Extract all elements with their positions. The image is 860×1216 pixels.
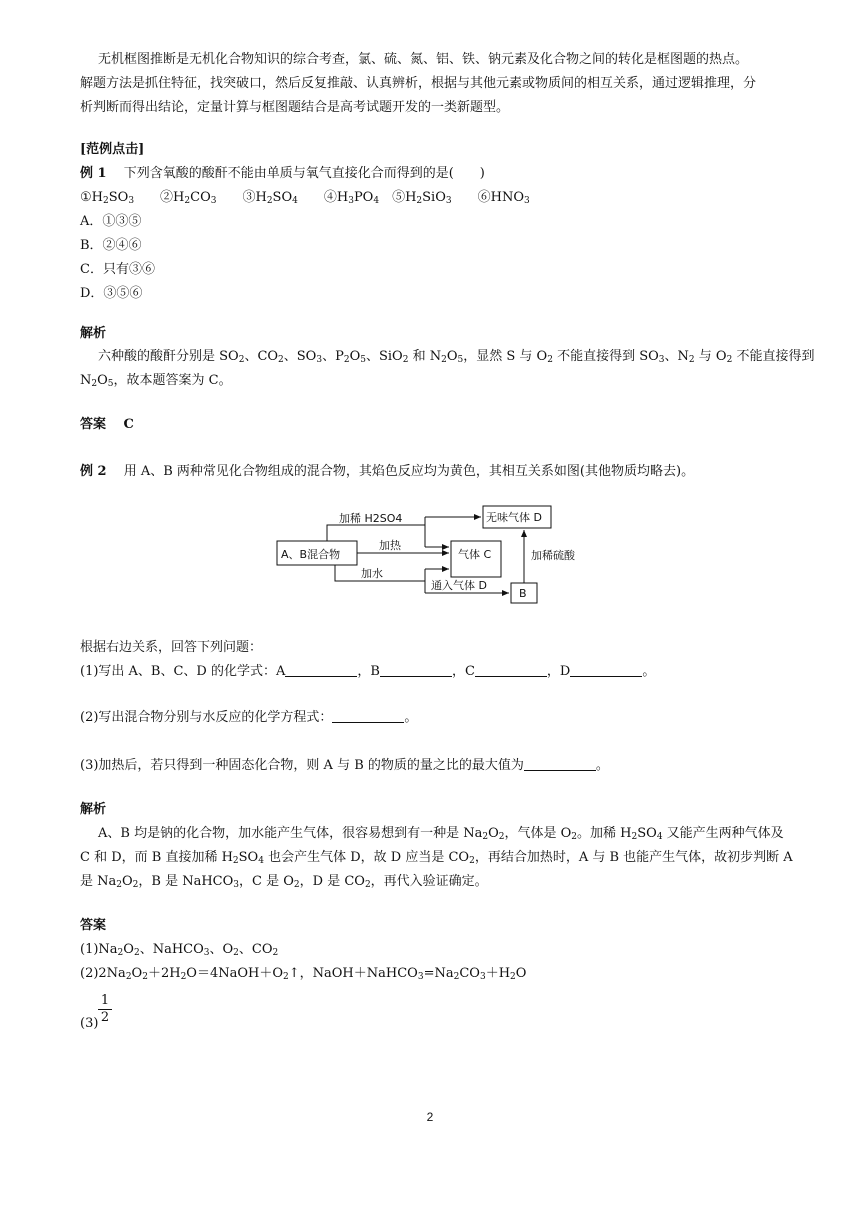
example1-label: 例 1 <box>80 166 107 181</box>
example1-analysis-line-2: $N_2O_5$，故本题答案为 C。 <box>80 373 232 389</box>
example2-analysis-line-1: A、B 均是钠的化合物，加水能产生气体，很容易想到有一种是 $Na_2O_2$，气体是 $O_2$。加稀 $H_2SO_4$ 又能产生两种气体及 <box>98 826 784 842</box>
blank-d <box>570 662 642 677</box>
option-b: B．②④⑥ <box>80 238 142 253</box>
example2-intro: 根据右边关系，回答下列问题： <box>80 640 263 655</box>
q3-text: (3)加热后，若只得到一种固态化合物，则 A 与 B 的物质的量之比的最大值为 <box>80 758 524 773</box>
section-title: [范例点击] <box>80 142 145 157</box>
gas-c-label: 气体 C <box>458 548 492 561</box>
blank-ratio <box>524 756 596 771</box>
example2-answer-2: $(2)2Na_2O_2+2H_2O=4NaOH+O_2↑$，$NaOH+NaHCO_3=Na_2CO_3+H_2O$ <box>80 966 527 982</box>
label-pass-d: 通入气体 D <box>431 579 487 592</box>
option-a: A．①③⑤ <box>80 214 142 229</box>
gas-d-label: 无味气体 D <box>486 511 542 524</box>
example1-question-text: 下列含氧酸的酸酐不能由单质与氧气直接化合而得到的是( ) <box>123 166 485 181</box>
example1-acid-list: $①H_2SO_3$ $②H_2CO_3$ $③H_2SO_4$ $④H_3PO_4$ $⑤H_2SiO_3$ $⑥HNO_3$ <box>80 190 530 206</box>
example2-analysis-line-2: C 和 D，而 B 直接加稀 $H_2SO_4$ 也会产生气体 D，故 D 应当是 $CO_2$，再结合加热时，A 与 B 也能产生气体，故初步判断 A <box>80 850 793 866</box>
example1-answer <box>80 413 810 437</box>
q2-text: (2)写出混合物分别与水反应的化学方程式： <box>80 710 333 725</box>
q1-text: (1)写出 A、B、C、D 的化学式：A <box>80 664 286 679</box>
blank-c <box>475 662 547 677</box>
b-label: B <box>519 587 527 600</box>
label-water: 加水 <box>361 567 383 580</box>
label-heat: 加热 <box>379 539 401 552</box>
example2-label: 例 2 <box>80 464 107 479</box>
option-d: D．③⑤⑥ <box>80 286 143 301</box>
blank-a <box>285 662 357 677</box>
example2-q3: (3)加热后，若只得到一种固态化合物，则 A 与 B 的物质的量之比的最大值为 。 <box>80 758 609 773</box>
example1-analysis-title: 解析 <box>80 326 107 341</box>
intro-line-1: 无机框图推断是无机化合物知识的综合考查，氯、硫、氮、铝、铁、钠元素及化合物之间的转化是框图题的热点。 <box>98 52 749 67</box>
path-h2so4 <box>327 525 425 541</box>
blank-equation <box>332 708 404 723</box>
mixture-label: A、B混合物 <box>281 548 341 561</box>
label-dilute: 加稀硫酸 <box>531 549 575 562</box>
example2-question <box>80 460 810 484</box>
example2-answer-1: $(1)Na_2O_2$、NaHCO$_3$、$O_2$、$CO_2$ <box>80 942 279 958</box>
intro-line-2: 解题方法是抓住特征，找突破口，然后反复推敲、认真辨析，根据与其他元素或物质间的相互关系，通过逻辑推理，分 <box>80 76 757 91</box>
example2-analysis-title: 解析 <box>80 802 107 817</box>
reaction-diagram-svg <box>275 503 575 605</box>
fraction-numerator: 1 <box>98 993 112 1010</box>
intro-line-3: 析判断而得出结论，定量计算与框图题结合是高考试题开发的一类新题型。 <box>80 100 510 115</box>
example2-analysis-line-3: 是 $Na_2O_2$，B 是 NaHCO$_3$，C 是 $O_2$，D 是 $CO_2$，再代入验证确定。 <box>80 874 488 890</box>
fraction-denominator: 2 <box>100 1010 110 1025</box>
example2-answer-3: (3) <box>80 1016 99 1031</box>
example2-question-text: 用 A、B 两种常见化合物组成的混合物，其焰色反应均为黄色，其相互关系如图(其他物质均略去)。 <box>123 464 695 479</box>
example1-answer-label: 答案 <box>80 417 107 432</box>
example1-analysis-line-1: 六种酸的酸酐分别是 $SO_2$、$CO_2$、$SO_3$、$P_2O_5$、SiO$_2$ 和 $N_2O_5$，显然 S 与 $O_2$ 不能直接得到 $SO_3$、$N_2$ 与 $O_2$ 不能直接得到 <box>98 349 815 365</box>
option-c: C．只有③⑥ <box>80 262 155 277</box>
example1-question <box>80 162 810 186</box>
reaction-diagram <box>275 503 575 605</box>
example2-answer-title: 答案 <box>80 918 107 933</box>
label-h2so4: 加稀 H2SO4 <box>339 512 403 525</box>
blank-b <box>380 662 452 677</box>
example1-answer-value: C <box>123 417 134 432</box>
example2-q2: (2)写出混合物分别与水反应的化学方程式： 。 <box>80 710 418 725</box>
example2-q1: (1)写出 A、B、C、D 的化学式：A ，B ，C ，D 。 <box>80 664 656 679</box>
page-number: 2 <box>426 1110 434 1124</box>
